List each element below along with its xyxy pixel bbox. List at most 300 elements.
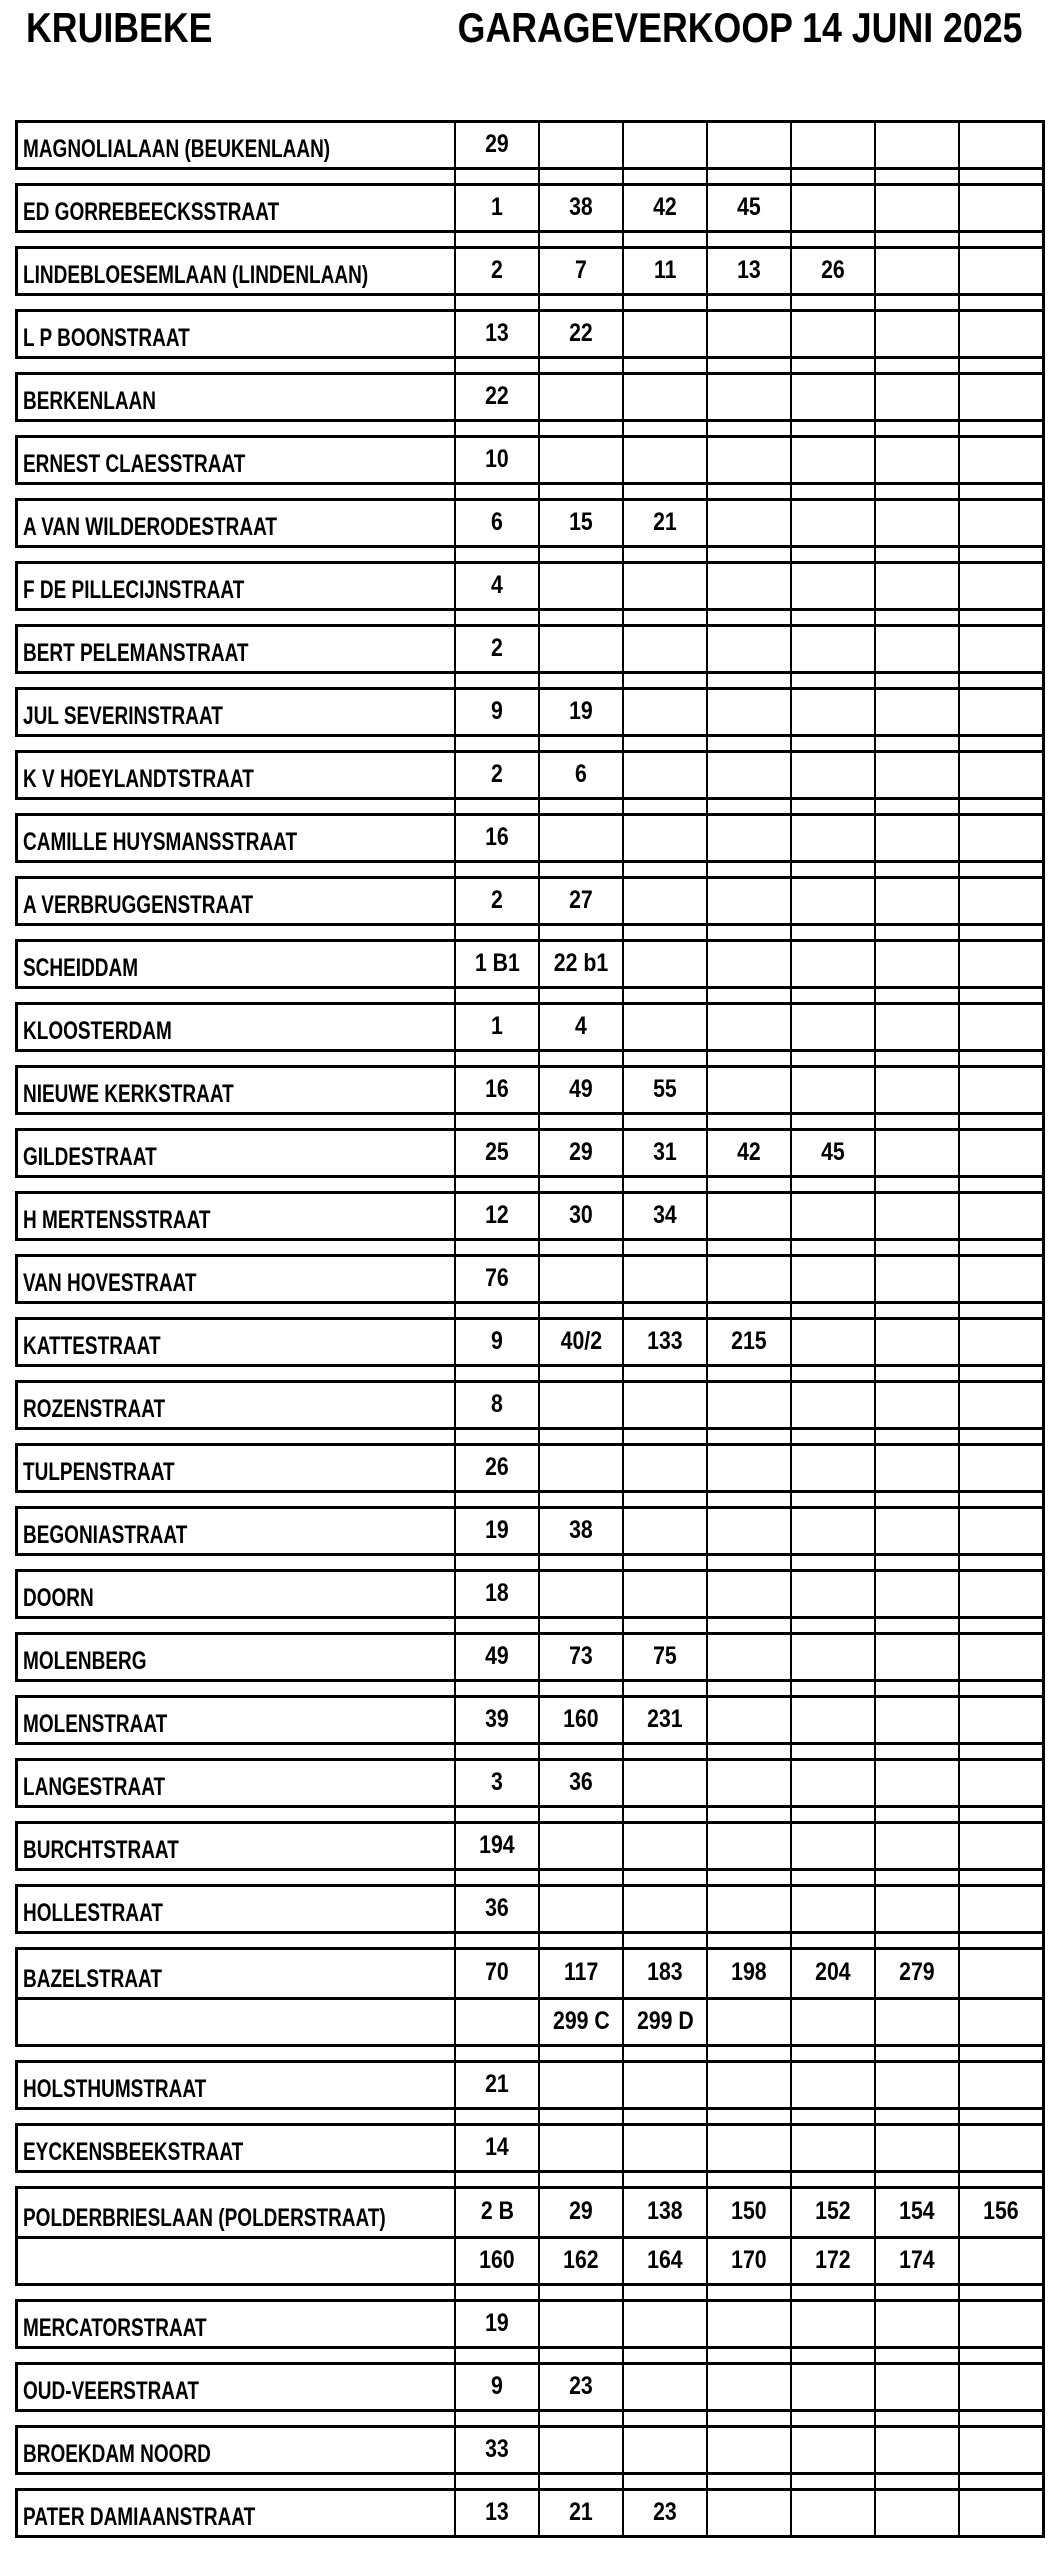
spacer-row bbox=[15, 989, 1045, 1002]
house-number: 13 bbox=[485, 2497, 509, 2526]
house-number-cell bbox=[874, 2428, 958, 2472]
spacer-cell bbox=[958, 1556, 1045, 1569]
spacer-cell bbox=[454, 548, 538, 561]
spacer-cell bbox=[622, 1430, 706, 1443]
house-number-cell bbox=[454, 1194, 538, 1238]
house-number: 30 bbox=[569, 1200, 593, 1229]
house-number-cell bbox=[874, 1320, 958, 1364]
spacer-name-gap bbox=[18, 170, 454, 183]
spacer-cell bbox=[538, 296, 622, 309]
house-number: 38 bbox=[569, 192, 593, 221]
house-number-cell bbox=[538, 1824, 622, 1868]
street-name: BEGONIASTRAAT bbox=[23, 1520, 188, 1549]
spacer-row bbox=[15, 1682, 1045, 1695]
street-name-cell bbox=[18, 1509, 454, 1553]
street-block bbox=[15, 120, 1045, 170]
spacer-cell bbox=[958, 2349, 1045, 2362]
house-number-cell bbox=[622, 2491, 706, 2535]
house-number: 12 bbox=[485, 1200, 509, 1229]
house-number-cell bbox=[538, 690, 622, 734]
spacer-cell bbox=[454, 2173, 538, 2186]
street-name-cell bbox=[18, 375, 454, 419]
house-number-cell bbox=[454, 2491, 538, 2535]
spacer-cell bbox=[706, 1367, 790, 1380]
spacer-cell bbox=[538, 1619, 622, 1632]
spacer-row bbox=[15, 2286, 1045, 2299]
street-name-cell bbox=[18, 1446, 454, 1490]
house-number-cell bbox=[958, 1887, 1042, 1931]
house-number-cell bbox=[790, 1950, 874, 1997]
house-number-cell bbox=[790, 2189, 874, 2236]
house-number-cell bbox=[874, 501, 958, 545]
house-number-cell bbox=[706, 1194, 790, 1238]
street-block bbox=[15, 1506, 1045, 1556]
spacer-cell bbox=[538, 359, 622, 372]
house-number-cell bbox=[790, 1131, 874, 1175]
spacer-row bbox=[15, 1367, 1045, 1380]
street-row bbox=[18, 942, 1042, 986]
spacer-cell bbox=[874, 1556, 958, 1569]
house-number-cell bbox=[622, 1068, 706, 1112]
spacer-cell bbox=[790, 674, 874, 687]
house-number-cell bbox=[958, 2063, 1042, 2107]
house-number-cell bbox=[454, 1383, 538, 1427]
street-name: HOLSTHUMSTRAAT bbox=[23, 2074, 207, 2103]
house-number-cell bbox=[622, 123, 706, 167]
street-row bbox=[18, 690, 1042, 734]
house-number: 34 bbox=[653, 1200, 677, 1229]
house-number-cell bbox=[454, 186, 538, 230]
house-number-cell bbox=[958, 879, 1042, 923]
street-block bbox=[15, 2186, 1045, 2286]
house-number-cell bbox=[454, 438, 538, 482]
street-row bbox=[18, 1257, 1042, 1301]
spacer-cell bbox=[958, 1619, 1045, 1632]
spacer-cell bbox=[538, 1052, 622, 1065]
spacer-row bbox=[15, 2110, 1045, 2123]
street-name-cell bbox=[18, 438, 454, 482]
house-number: 19 bbox=[485, 2308, 509, 2337]
house-number-cell bbox=[538, 249, 622, 293]
street-block bbox=[15, 1128, 1045, 1178]
spacer-cell bbox=[622, 1052, 706, 1065]
spacer-name-gap bbox=[18, 1808, 454, 1821]
spacer-cell bbox=[874, 2173, 958, 2186]
spacer-cell bbox=[790, 296, 874, 309]
street-row bbox=[18, 753, 1042, 797]
house-number-cell bbox=[958, 501, 1042, 545]
spacer-cell bbox=[454, 485, 538, 498]
spacer-cell bbox=[454, 2475, 538, 2488]
spacer-cell bbox=[622, 296, 706, 309]
spacer-cell bbox=[454, 674, 538, 687]
spacer-cell bbox=[538, 1304, 622, 1317]
spacer-cell bbox=[538, 1808, 622, 1821]
street-row bbox=[18, 1950, 1042, 1997]
spacer-cell bbox=[874, 674, 958, 687]
house-number: 1 bbox=[491, 192, 503, 221]
page-header bbox=[0, 5, 1048, 51]
house-number-cell bbox=[622, 1383, 706, 1427]
house-number-cell bbox=[538, 2428, 622, 2472]
spacer-cell bbox=[874, 926, 958, 939]
spacer-cell bbox=[790, 170, 874, 183]
house-number: 38 bbox=[569, 1515, 593, 1544]
spacer-cell bbox=[706, 737, 790, 750]
house-number-cell bbox=[622, 2126, 706, 2170]
house-number: 70 bbox=[485, 1958, 509, 1986]
house-number-cell bbox=[538, 186, 622, 230]
house-number-cell bbox=[454, 753, 538, 797]
house-number-cell bbox=[538, 942, 622, 986]
spacer-name-gap bbox=[18, 2412, 454, 2425]
house-number: 156 bbox=[983, 2197, 1019, 2225]
house-number-cell bbox=[706, 1572, 790, 1616]
house-number-cell bbox=[538, 312, 622, 356]
street-row bbox=[18, 1068, 1042, 1112]
spacer-cell bbox=[706, 296, 790, 309]
street-name-cell bbox=[18, 249, 454, 293]
house-number-cell bbox=[874, 1698, 958, 1742]
spacer-cell bbox=[538, 2047, 622, 2060]
spacer-name-gap bbox=[18, 800, 454, 813]
spacer-row bbox=[15, 1304, 1045, 1317]
spacer-cell bbox=[874, 1367, 958, 1380]
house-number-cell bbox=[958, 1320, 1042, 1364]
spacer-cell bbox=[958, 1052, 1045, 1065]
spacer-cell bbox=[958, 1871, 1045, 1884]
spacer-cell bbox=[622, 1367, 706, 1380]
street-name-cell bbox=[18, 2428, 454, 2472]
house-number-cell bbox=[538, 123, 622, 167]
street-row bbox=[18, 249, 1042, 293]
spacer-cell bbox=[454, 1808, 538, 1821]
house-number: 27 bbox=[569, 885, 593, 914]
house-number: 19 bbox=[485, 1515, 509, 1544]
spacer-cell bbox=[454, 611, 538, 624]
spacer-cell bbox=[454, 989, 538, 1002]
house-number-cell bbox=[790, 2126, 874, 2170]
house-number-cell bbox=[454, 2189, 538, 2236]
spacer-cell bbox=[454, 296, 538, 309]
spacer-cell bbox=[874, 800, 958, 813]
spacer-cell bbox=[958, 737, 1045, 750]
spacer-cell bbox=[790, 1871, 874, 1884]
street-row bbox=[18, 1509, 1042, 1553]
street-block bbox=[15, 1191, 1045, 1241]
house-number-cell bbox=[790, 2063, 874, 2107]
house-number-cell bbox=[454, 2428, 538, 2472]
spacer-cell bbox=[874, 296, 958, 309]
spacer-cell bbox=[706, 2047, 790, 2060]
house-number: 21 bbox=[653, 507, 677, 536]
street-block bbox=[15, 2488, 1045, 2538]
house-number-cell bbox=[790, 1194, 874, 1238]
house-number-cell bbox=[538, 438, 622, 482]
house-number-cell bbox=[958, 1824, 1042, 1868]
spacer-cell bbox=[538, 737, 622, 750]
spacer-cell bbox=[454, 1934, 538, 1947]
house-number-cell bbox=[790, 1761, 874, 1805]
house-number: 11 bbox=[653, 255, 677, 284]
street-block bbox=[15, 1380, 1045, 1430]
house-number-cell bbox=[538, 564, 622, 608]
spacer-cell bbox=[958, 2475, 1045, 2488]
house-number: 2 B bbox=[480, 2197, 514, 2225]
street-name: BURCHTSTRAAT bbox=[23, 1835, 179, 1864]
spacer-cell bbox=[622, 359, 706, 372]
house-number-cell bbox=[874, 2000, 958, 2044]
house-number-cell bbox=[790, 2302, 874, 2346]
street-name-cell bbox=[18, 627, 454, 671]
street-name-cell bbox=[18, 1887, 454, 1931]
house-number-cell bbox=[874, 1383, 958, 1427]
street-row bbox=[18, 501, 1042, 545]
house-number-cell bbox=[706, 438, 790, 482]
spacer-cell bbox=[958, 1178, 1045, 1191]
house-number-cell bbox=[454, 2063, 538, 2107]
house-number-cell bbox=[706, 2063, 790, 2107]
spacer-cell bbox=[454, 1115, 538, 1128]
house-number: 204 bbox=[815, 1958, 851, 1986]
spacer-cell bbox=[622, 1682, 706, 1695]
spacer-cell bbox=[790, 2349, 874, 2362]
spacer-cell bbox=[790, 863, 874, 876]
house-number-cell bbox=[622, 564, 706, 608]
spacer-cell bbox=[538, 422, 622, 435]
street-block bbox=[15, 1821, 1045, 1871]
house-number-cell bbox=[790, 1698, 874, 1742]
spacer-cell bbox=[874, 1304, 958, 1317]
house-number-cell bbox=[874, 2239, 958, 2283]
street-name-cell bbox=[18, 1257, 454, 1301]
street-row bbox=[18, 1131, 1042, 1175]
house-number-cell bbox=[874, 186, 958, 230]
spacer-row bbox=[15, 296, 1045, 309]
street-name-cell bbox=[18, 816, 454, 860]
street-name: K V HOEYLANDTSTRAAT bbox=[23, 764, 254, 793]
house-number: 2 bbox=[491, 759, 503, 788]
house-number-cell bbox=[538, 1257, 622, 1301]
spacer-row bbox=[15, 926, 1045, 939]
house-number-cell bbox=[454, 375, 538, 419]
street-row bbox=[18, 2491, 1042, 2535]
spacer-name-gap bbox=[18, 2286, 454, 2299]
street-name: BROEKDAM NOORD bbox=[23, 2439, 211, 2468]
street-block bbox=[15, 1884, 1045, 1934]
house-number-cell bbox=[958, 1068, 1042, 1112]
street-name: ED GORREBEECKSSTRAAT bbox=[23, 197, 280, 226]
house-number: 174 bbox=[899, 2245, 935, 2274]
house-number-cell bbox=[454, 1131, 538, 1175]
street-block bbox=[15, 1695, 1045, 1745]
house-number-cell bbox=[706, 1383, 790, 1427]
spacer-cell bbox=[538, 1178, 622, 1191]
spacer-cell bbox=[874, 233, 958, 246]
street-name: SCHEIDDAM bbox=[23, 953, 139, 982]
house-number-cell bbox=[454, 2000, 538, 2044]
spacer-cell bbox=[454, 1682, 538, 1695]
house-number-cell bbox=[874, 879, 958, 923]
house-number-cell bbox=[958, 1131, 1042, 1175]
street-name: BERT PELEMANSTRAAT bbox=[23, 638, 249, 667]
house-number: 22 b1 bbox=[553, 948, 609, 977]
spacer-cell bbox=[790, 1052, 874, 1065]
spacer-cell bbox=[790, 359, 874, 372]
spacer-name-gap bbox=[18, 1430, 454, 1443]
house-number: 194 bbox=[479, 1830, 515, 1859]
house-number-cell bbox=[790, 1446, 874, 1490]
spacer-cell bbox=[538, 1241, 622, 1254]
spacer-cell bbox=[706, 1178, 790, 1191]
house-number-cell bbox=[538, 1320, 622, 1364]
house-number-cell bbox=[958, 1005, 1042, 1049]
spacer-name-gap bbox=[18, 674, 454, 687]
house-number-cell bbox=[706, 1509, 790, 1553]
spacer-cell bbox=[874, 2110, 958, 2123]
street-row bbox=[18, 312, 1042, 356]
house-number-cell bbox=[958, 2189, 1042, 2236]
house-number-cell bbox=[454, 249, 538, 293]
spacer-cell bbox=[454, 1241, 538, 1254]
house-number-cell bbox=[622, 1635, 706, 1679]
house-number-cell bbox=[790, 627, 874, 671]
spacer-cell bbox=[538, 170, 622, 183]
house-number-cell bbox=[622, 816, 706, 860]
house-number-cell bbox=[958, 1698, 1042, 1742]
house-number: 4 bbox=[491, 570, 503, 599]
street-row bbox=[18, 1005, 1042, 1049]
house-number: 133 bbox=[647, 1326, 683, 1355]
spacer-cell bbox=[538, 2110, 622, 2123]
street-name-cell bbox=[18, 1698, 454, 1742]
house-number-cell bbox=[958, 1509, 1042, 1553]
spacer-cell bbox=[790, 1241, 874, 1254]
spacer-cell bbox=[454, 1619, 538, 1632]
house-number: 1 B1 bbox=[474, 948, 520, 977]
street-row bbox=[18, 2365, 1042, 2409]
house-number: 15 bbox=[569, 507, 593, 536]
street-name-cell bbox=[18, 186, 454, 230]
house-number-cell bbox=[790, 1635, 874, 1679]
spacer-cell bbox=[790, 2110, 874, 2123]
spacer-name-gap bbox=[18, 1745, 454, 1758]
street-name-cell bbox=[18, 2063, 454, 2107]
house-number: 6 bbox=[575, 759, 587, 788]
spacer-cell bbox=[622, 233, 706, 246]
spacer-row bbox=[15, 800, 1045, 813]
house-number-cell bbox=[454, 123, 538, 167]
house-number: 162 bbox=[563, 2245, 599, 2274]
spacer-cell bbox=[790, 1619, 874, 1632]
street-row bbox=[18, 1194, 1042, 1238]
house-number-cell bbox=[538, 2189, 622, 2236]
street-row bbox=[18, 564, 1042, 608]
spacer-name-gap bbox=[18, 296, 454, 309]
house-number: 39 bbox=[485, 1704, 509, 1733]
house-number-cell bbox=[874, 2302, 958, 2346]
house-number: 183 bbox=[647, 1958, 683, 1986]
house-number-cell bbox=[622, 1887, 706, 1931]
spacer-cell bbox=[958, 1115, 1045, 1128]
house-number-cell bbox=[706, 690, 790, 734]
house-number: 2 bbox=[491, 885, 503, 914]
street-name: VAN HOVESTRAAT bbox=[23, 1268, 197, 1297]
house-number-cell bbox=[790, 879, 874, 923]
spacer-cell bbox=[622, 1556, 706, 1569]
spacer-row bbox=[15, 2349, 1045, 2362]
street-name: MOLENBERG bbox=[23, 1646, 147, 1675]
house-number-cell bbox=[454, 1887, 538, 1931]
spacer-cell bbox=[874, 2047, 958, 2060]
house-number: 9 bbox=[491, 696, 503, 725]
house-number-cell bbox=[706, 123, 790, 167]
house-number-cell bbox=[874, 1068, 958, 1112]
spacer-cell bbox=[706, 1808, 790, 1821]
house-number-cell bbox=[622, 1572, 706, 1616]
spacer-cell bbox=[790, 926, 874, 939]
house-number-cell bbox=[790, 438, 874, 482]
spacer-cell bbox=[538, 2286, 622, 2299]
house-number-cell bbox=[790, 816, 874, 860]
street-name: ERNEST CLAESSTRAAT bbox=[23, 449, 246, 478]
house-number-cell bbox=[874, 1761, 958, 1805]
spacer-name-gap bbox=[18, 1241, 454, 1254]
house-number-cell bbox=[706, 249, 790, 293]
spacer-name-gap bbox=[18, 1304, 454, 1317]
spacer-name-gap bbox=[18, 2110, 454, 2123]
house-number-cell bbox=[622, 1698, 706, 1742]
spacer-cell bbox=[454, 1052, 538, 1065]
house-number-cell bbox=[706, 1131, 790, 1175]
spacer-name-gap bbox=[18, 359, 454, 372]
street-row bbox=[18, 816, 1042, 860]
house-number-cell bbox=[958, 438, 1042, 482]
spacer-cell bbox=[706, 2412, 790, 2425]
spacer-cell bbox=[622, 611, 706, 624]
street-block bbox=[15, 2425, 1045, 2475]
house-number-cell bbox=[706, 2302, 790, 2346]
house-number-cell bbox=[538, 2302, 622, 2346]
house-number-cell bbox=[958, 2000, 1042, 2044]
spacer-row bbox=[15, 1115, 1045, 1128]
house-number-cell bbox=[958, 123, 1042, 167]
spacer-cell bbox=[622, 170, 706, 183]
house-number-cell bbox=[454, 1320, 538, 1364]
spacer-cell bbox=[538, 1493, 622, 1506]
spacer-row bbox=[15, 737, 1045, 750]
spacer-cell bbox=[790, 737, 874, 750]
house-number: 9 bbox=[491, 2371, 503, 2400]
street-row bbox=[18, 438, 1042, 482]
house-number-cell bbox=[958, 2491, 1042, 2535]
street-name-cell bbox=[18, 1761, 454, 1805]
spacer-cell bbox=[454, 800, 538, 813]
house-number-cell bbox=[958, 1761, 1042, 1805]
house-number-cell bbox=[706, 2365, 790, 2409]
house-number: 76 bbox=[485, 1263, 509, 1292]
spacer-name-gap bbox=[18, 1367, 454, 1380]
house-number: 73 bbox=[569, 1641, 593, 1670]
spacer-cell bbox=[454, 1745, 538, 1758]
spacer-cell bbox=[958, 1808, 1045, 1821]
spacer-cell bbox=[622, 737, 706, 750]
spacer-cell bbox=[538, 863, 622, 876]
spacer-cell bbox=[622, 2475, 706, 2488]
spacer-cell bbox=[706, 1556, 790, 1569]
city-name: KRUIBEKE bbox=[26, 4, 213, 51]
house-number-cell bbox=[874, 249, 958, 293]
